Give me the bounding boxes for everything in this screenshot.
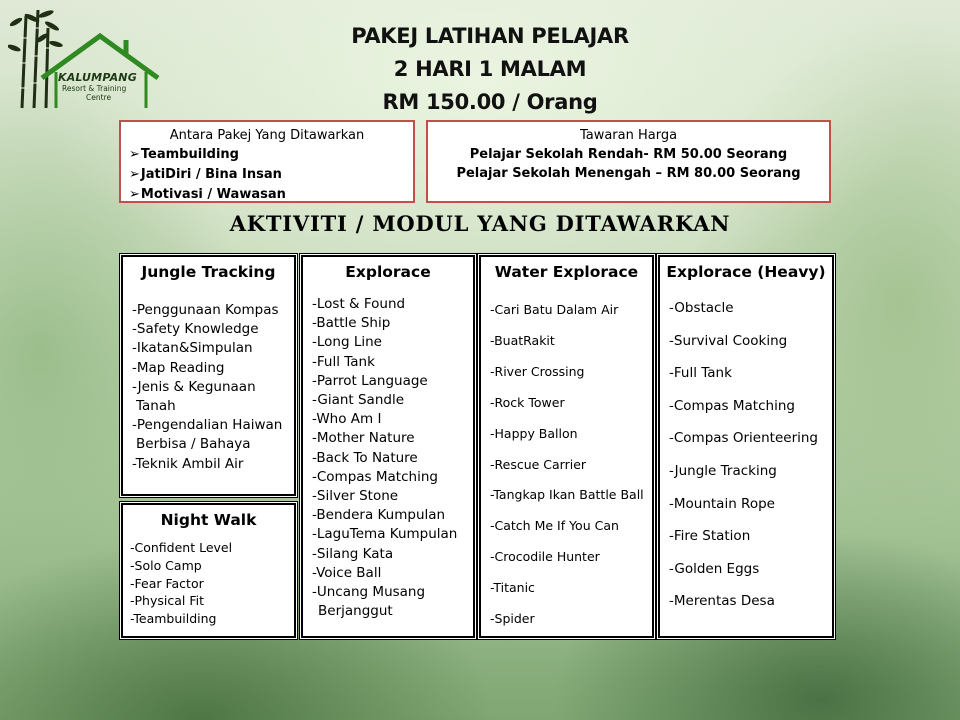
list-item: -Confident Level xyxy=(130,540,233,555)
package-item xyxy=(129,145,405,165)
package-item xyxy=(129,185,405,205)
pricing-heading: Tawaran Harga xyxy=(579,128,678,143)
list-item: -Golden Eggs xyxy=(669,560,760,577)
list-item: -Jenis & Kegunaan xyxy=(132,378,256,395)
list-item: -Crocodile Hunter xyxy=(490,549,600,565)
list-item: -Solo Camp xyxy=(130,557,202,573)
module-jungle-tracking xyxy=(121,255,296,496)
list-item: -Pengendalian Haiwan xyxy=(132,417,283,434)
list-item: -Happy Ballon xyxy=(490,425,578,441)
list-item: -Rescue Carrier xyxy=(490,456,587,472)
list-item: -BuatRakit xyxy=(490,332,555,348)
logo-text xyxy=(58,71,158,102)
list-item: -Fear Factor xyxy=(130,575,204,591)
module-list xyxy=(481,295,652,635)
list-item: -Tangkap Ikan Battle Ball xyxy=(490,487,644,503)
package-item xyxy=(129,165,405,185)
list-item: -Map Reading xyxy=(132,359,225,376)
list-item: -Silver Stone xyxy=(312,488,399,505)
list-item: -Who Am I xyxy=(312,411,382,428)
list-item: -Full Tank xyxy=(312,353,375,370)
list-item: -Ikatan&Simpulan xyxy=(132,340,253,357)
list-item: -Catch Me If You Can xyxy=(490,518,619,534)
package-label: Motivasi / Wawasan xyxy=(140,187,286,202)
logo-name: KALUMPANG xyxy=(58,71,137,84)
list-item: -Mountain Rope xyxy=(669,495,775,512)
module-explorace xyxy=(301,255,475,638)
list-item: -LaguTema Kumpulan xyxy=(312,526,458,543)
list-item: -Titanic xyxy=(490,580,535,596)
page-title xyxy=(290,20,690,119)
arrow-bullet-icon: ➢ xyxy=(129,187,140,202)
module-title: Night Walk xyxy=(160,511,257,529)
module-title: Explorace xyxy=(345,263,431,281)
package-label: Teambuilding xyxy=(140,147,239,162)
list-item: -Back To Nature xyxy=(312,449,418,466)
list-item: -Rock Tower xyxy=(490,394,565,410)
list-item: -Merentas Desa xyxy=(669,593,775,610)
list-item: -Teknik Ambil Air xyxy=(132,455,244,472)
module-title: Explorace (Heavy) xyxy=(666,263,826,281)
list-item: -Parrot Language xyxy=(312,372,428,389)
price-row-secondary: Pelajar Sekolah Menengah – RM 80.00 Seorang xyxy=(456,166,801,181)
package-label: JatiDiri / Bina Insan xyxy=(140,167,282,182)
module-explorace-heavy xyxy=(658,255,834,638)
list-item: -Physical Fit xyxy=(130,593,204,609)
packages-box xyxy=(119,120,415,203)
module-title: Jungle Tracking xyxy=(141,263,276,281)
list-item: -Jungle Tracking xyxy=(669,462,777,479)
price-row-primary: Pelajar Sekolah Rendah- RM 50.00 Seorang xyxy=(469,147,788,162)
list-item: -Fire Station xyxy=(669,528,751,545)
list-item: -Obstacle xyxy=(669,300,734,316)
list-item: -Compas Orienteering xyxy=(669,430,818,447)
list-item: -Mother Nature xyxy=(312,430,415,447)
resort-logo xyxy=(8,8,163,113)
list-item: -Compas Matching xyxy=(669,397,795,414)
module-list xyxy=(303,295,473,621)
module-list xyxy=(123,301,294,474)
title-line-3: RM 150.00 / Orang xyxy=(382,90,598,114)
module-list xyxy=(123,539,294,628)
list-item: -Uncang Musang xyxy=(312,584,426,601)
list-item: -Safety Knowledge xyxy=(132,321,259,338)
module-night-walk xyxy=(121,503,296,638)
arrow-bullet-icon: ➢ xyxy=(129,147,140,162)
list-item: -Lost & Found xyxy=(312,296,406,312)
list-item: -Teambuilding xyxy=(130,611,217,627)
list-item: -Giant Sandle xyxy=(312,392,405,409)
list-item: -Cari Batu Dalam Air xyxy=(490,302,619,317)
list-item: -Penggunaan Kompas xyxy=(132,302,279,318)
list-item: -Spider xyxy=(490,611,535,627)
arrow-bullet-icon: ➢ xyxy=(129,167,140,182)
list-item: -Battle Ship xyxy=(312,315,391,332)
logo-subtitle-1: Resort & Training xyxy=(62,84,127,93)
logo-subtitle-2: Centre xyxy=(86,93,112,102)
packages-heading: Antara Pakej Yang Ditawarkan xyxy=(169,128,365,143)
module-title: Water Explorace xyxy=(494,263,639,281)
list-item: Berjanggut xyxy=(318,603,393,620)
list-item: -Compas Matching xyxy=(312,468,438,485)
pricing-box xyxy=(426,120,831,203)
module-water-explorace xyxy=(479,255,654,638)
module-list xyxy=(660,292,832,618)
section-title: AKTIVITI / MODUL YANG DITAWARKAN xyxy=(229,211,731,236)
list-item: -River Crossing xyxy=(490,363,585,379)
list-item: Tanah xyxy=(136,398,176,415)
list-item: -Bendera Kumpulan xyxy=(312,507,446,524)
list-item: -Voice Ball xyxy=(312,564,382,581)
list-item: -Silang Kata xyxy=(312,545,394,562)
list-item: -Long Line xyxy=(312,334,382,351)
list-item: -Full Tank xyxy=(669,365,732,382)
list-item: -Survival Cooking xyxy=(669,332,788,349)
title-line-2: 2 HARI 1 MALAM xyxy=(393,57,587,81)
list-item: Berbisa / Bahaya xyxy=(136,436,251,453)
title-line-1: PAKEJ LATIHAN PELAJAR xyxy=(351,24,629,48)
